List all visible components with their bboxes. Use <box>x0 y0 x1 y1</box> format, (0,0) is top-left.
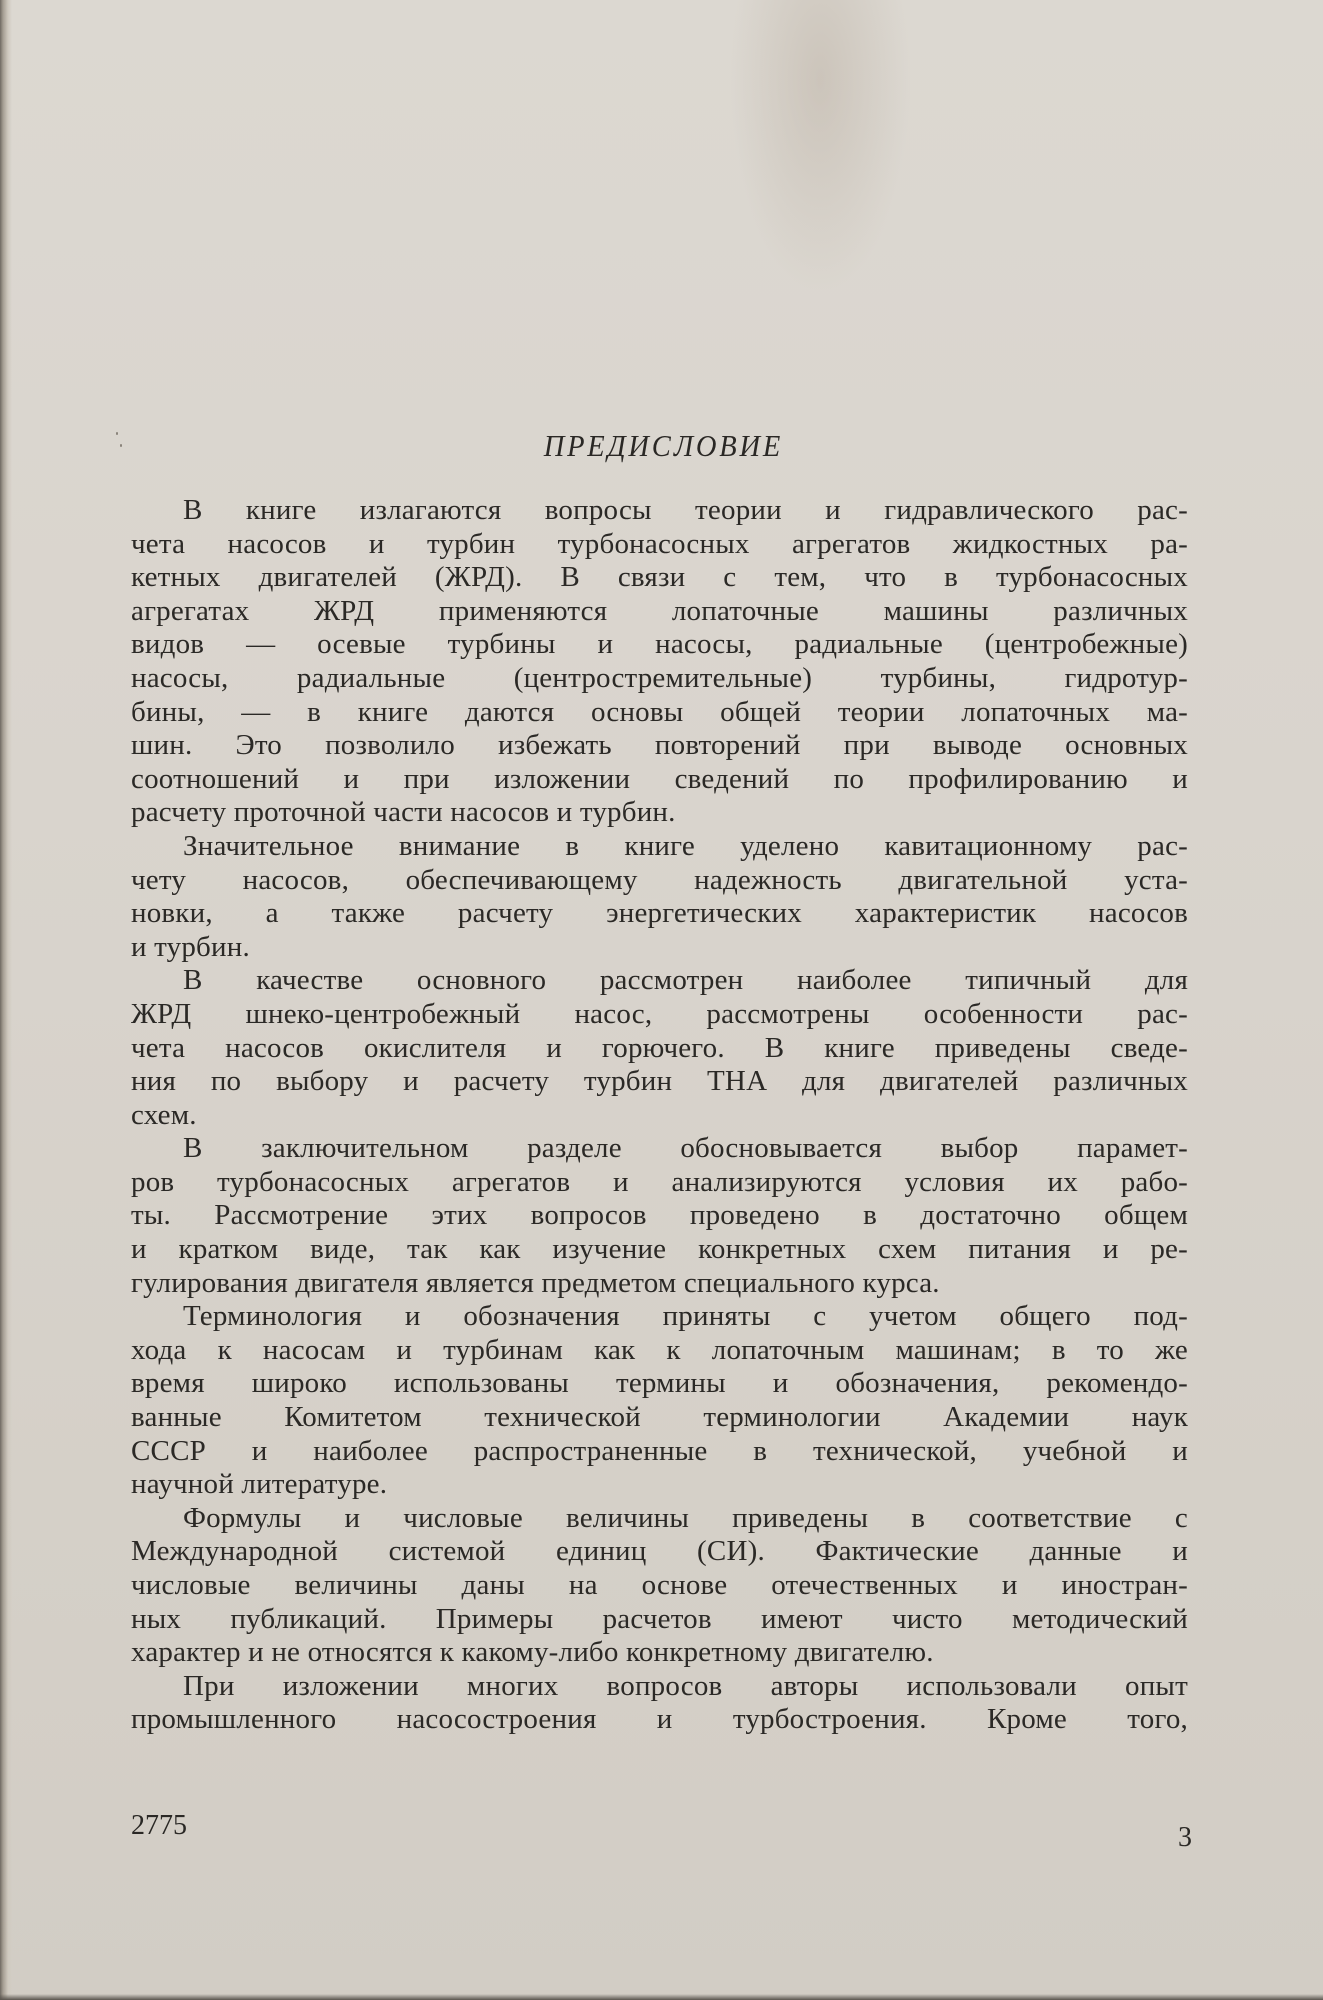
text-line: агрегатах ЖРД применяются лопаточные машины различных <box>131 594 1188 627</box>
text-line: ванные Комитетом технической терминологии Академии наук <box>131 1401 1188 1434</box>
text-line: соотношений и при изложении сведений по профилированию и <box>131 762 1188 795</box>
signature-mark: 2775 <box>131 1810 187 1841</box>
text-line: ров турбонасосных агрегатов и анализируются условия их рабо- <box>131 1165 1188 1198</box>
paragraph <box>131 1502 1188 1670</box>
text-line: гулирования двигателя является предметом специального курса. <box>131 1266 940 1299</box>
text-line: видов — осевые турбины и насосы, радиальные (центробежные) <box>131 628 1188 661</box>
text-line: В заключительном разделе обосновывается выбор парамет- <box>183 1132 1188 1165</box>
text-line: хода к насосам и турбинам как к лопаточным машинам; в то же <box>131 1333 1188 1366</box>
text-line: СССР и наиболее распространенные в технической, учебной и <box>131 1434 1188 1467</box>
text-line: В качестве основного рассмотрен наиболее типичный для <box>183 964 1188 997</box>
text-line: промышленного насосостроения и турбостроения. Кроме того, <box>131 1703 1188 1736</box>
text-line: кетных двигателей (ЖРД). В связи с тем, что в турбонасосных <box>131 561 1188 594</box>
text-line: чета насосов и турбин турбонасосных агрегатов жидкостных ра- <box>131 527 1188 560</box>
paragraph <box>131 1300 1188 1502</box>
page-number: 3 <box>1178 1822 1192 1853</box>
text-line: характер и не относятся к какому-либо конкретному двигателю. <box>131 1636 934 1669</box>
text-line: Формулы и числовые величины приведены в соответствие с <box>183 1501 1188 1534</box>
page-bottom-edge <box>0 1994 1323 2000</box>
preface-body <box>131 494 1188 1737</box>
paragraph <box>131 964 1188 1132</box>
text-line: ния по выбору и расчету турбин ТНА для двигателей различных <box>131 1065 1188 1098</box>
text-line: время широко использованы термины и обозначения, рекомендо- <box>131 1367 1188 1400</box>
text-line: чету насосов, обеспечивающему надежность двигательной уста- <box>131 863 1188 896</box>
paragraph <box>131 830 1188 964</box>
text-line: ЖРД шнеко-центробежный насос, рассмотрены особенности рас- <box>131 997 1188 1030</box>
text-line: и турбин. <box>131 930 250 963</box>
text-line: При изложении многих вопросов авторы использовали опыт <box>183 1669 1188 1702</box>
paragraph <box>131 1132 1188 1300</box>
text-line: ных публикаций. Примеры расчетов имеют чисто методический <box>131 1602 1188 1635</box>
text-line: шин. Это позволило избежать повторений при выводе основных <box>131 729 1188 762</box>
text-line: Терминология и обозначения приняты с учетом общего под- <box>183 1300 1188 1333</box>
paragraph <box>131 494 1188 830</box>
text-line: Значительное внимание в книге уделено кавитационному рас- <box>183 829 1188 862</box>
page-title: ПРЕДИСЛОВИЕ <box>543 428 784 463</box>
text-line: новки, а также расчету энергетических характеристик насосов <box>131 897 1188 930</box>
text-line: насосы, радиальные (центростремительные) турбины, гидротур- <box>131 661 1188 694</box>
text-line: схем. <box>131 1098 197 1131</box>
paragraph <box>131 1670 1188 1737</box>
text-line: В книге излагаются вопросы теории и гидравлического рас- <box>183 494 1188 526</box>
page-binding-edge <box>0 0 12 2000</box>
text-line: Международной системой единиц (СИ). Фактические данные и <box>131 1535 1188 1568</box>
text-line: научной литературе. <box>131 1468 388 1501</box>
text-line: расчету проточной части насосов и турбин. <box>131 796 676 829</box>
text-line: бины, — в книге даются основы общей теории лопаточных ма- <box>131 695 1188 728</box>
text-line: чета насосов окислителя и горючего. В книге приведены сведе- <box>131 1031 1188 1064</box>
text-line: числовые величины даны на основе отечественных и иностран- <box>131 1569 1188 1601</box>
text-line: ты. Рассмотрение этих вопросов проведено в достаточно общем <box>131 1199 1188 1232</box>
text-line: и кратком виде, так как изучение конкретных схем питания и ре- <box>131 1233 1188 1266</box>
